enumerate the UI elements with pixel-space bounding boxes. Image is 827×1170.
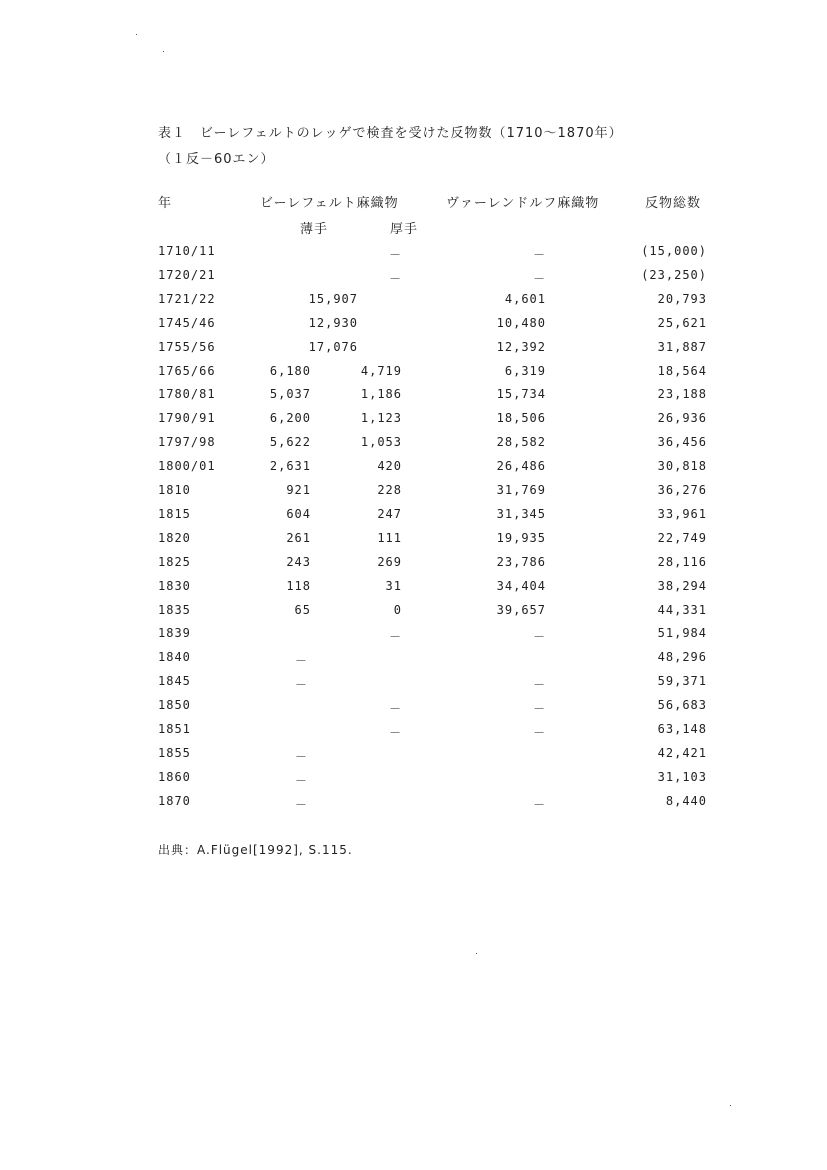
header-total: 反物総数 (645, 196, 702, 211)
thick-cell: 420 (377, 459, 402, 474)
warendorf-dash: － (533, 271, 546, 286)
total-cell: 18,564 (657, 363, 707, 378)
scan-speck (163, 51, 164, 52)
row-year: 1745/46 (158, 315, 216, 330)
thin-cell: 261 (286, 530, 311, 545)
thick-cell: 247 (377, 506, 402, 521)
row-year: 1835 (158, 602, 191, 617)
scan-speck (476, 953, 477, 954)
row-year: 1790/91 (158, 411, 216, 426)
total-cell: 31,103 (657, 769, 707, 784)
warendorf-cell: 28,582 (496, 435, 546, 450)
row-year: 1839 (158, 626, 191, 641)
thick-cell: 228 (377, 483, 402, 497)
row-year: 1825 (158, 554, 191, 569)
thick-cell: 0 (393, 602, 402, 617)
warendorf-cell: 15,734 (496, 387, 546, 402)
thin-dash: － (295, 797, 308, 812)
row-year: 1721/22 (158, 291, 216, 306)
total-cell: 56,683 (657, 698, 707, 713)
thick-cell: 111 (377, 530, 402, 545)
thick-cell: 31 (385, 578, 402, 593)
table-subtitle: （１反－60エン） (158, 152, 275, 167)
row-year: 1840 (158, 650, 191, 665)
total-cell: 33,961 (657, 506, 707, 521)
bielefeld-combined-cell: 12,930 (308, 315, 358, 330)
total-cell: (15,000) (641, 244, 707, 258)
total-cell: 20,793 (657, 291, 707, 306)
source-note: 出典：A.Flügel[1992], S.115. (158, 843, 353, 857)
warendorf-dash: － (533, 630, 546, 645)
warendorf-cell: 6,319 (504, 363, 546, 378)
warendorf-dash: － (533, 797, 546, 812)
row-year: 1815 (158, 506, 191, 521)
warendorf-cell: 18,506 (496, 411, 546, 426)
thin-dash: － (295, 773, 308, 788)
total-cell: 63,148 (657, 722, 707, 736)
warendorf-cell: 4,601 (504, 291, 546, 306)
total-cell: 23,188 (657, 387, 707, 402)
thin-dash: － (295, 678, 308, 693)
thin-cell: 6,180 (269, 363, 311, 378)
thick-cell: 269 (377, 554, 402, 569)
warendorf-cell: 31,769 (496, 483, 546, 497)
thick-cell: 4,719 (360, 363, 402, 378)
thick-cell: 1,123 (360, 411, 402, 426)
header-warendorf: ヴァーレンドルフ麻織物 (446, 196, 600, 211)
header-bielefeld: ビーレフェルト麻織物 (260, 196, 399, 211)
row-year: 1765/66 (158, 363, 216, 378)
warendorf-dash: － (533, 248, 546, 262)
bielefeld-combined-cell: 15,907 (308, 291, 358, 306)
total-cell: 48,296 (657, 650, 707, 665)
thin-cell: 6,200 (269, 411, 311, 426)
thin-cell: 5,037 (269, 387, 311, 402)
total-cell: 30,818 (657, 459, 707, 474)
row-year: 1860 (158, 769, 191, 784)
thin-cell: 65 (294, 602, 311, 617)
row-year: 1800/01 (158, 459, 216, 474)
total-cell: 31,887 (657, 339, 707, 354)
table-title: 表１ ビーレフェルトのレッゲで検査を受けた反物数（1710～1870年） (158, 126, 623, 141)
total-cell: 25,621 (657, 315, 707, 330)
scan-speck (136, 34, 137, 35)
scan-speck (730, 1105, 731, 1106)
row-year: 1820 (158, 530, 191, 545)
total-cell: 36,276 (657, 483, 707, 497)
total-cell: 36,456 (657, 435, 707, 450)
total-cell: (23,250) (641, 267, 707, 282)
thin-cell: 118 (286, 578, 311, 593)
thin-cell: 243 (286, 554, 311, 569)
row-year: 1850 (158, 698, 191, 713)
thick-dash: － (389, 248, 402, 262)
row-year: 1720/21 (158, 267, 216, 282)
thick-dash: － (389, 726, 402, 740)
thick-dash: － (389, 630, 402, 645)
warendorf-cell: 12,392 (496, 339, 546, 354)
warendorf-cell: 26,486 (496, 459, 546, 474)
thin-cell: 921 (286, 483, 311, 497)
header-thick: 厚手 (390, 222, 419, 237)
total-cell: 8,440 (665, 793, 707, 808)
row-year: 1780/81 (158, 387, 216, 402)
thick-dash: － (389, 702, 402, 717)
thin-cell: 5,622 (269, 435, 311, 450)
warendorf-dash: － (533, 726, 546, 740)
row-year: 1755/56 (158, 339, 216, 354)
total-cell: 26,936 (657, 411, 707, 426)
thin-dash: － (295, 749, 308, 764)
thin-cell: 2,631 (269, 459, 311, 474)
thin-cell: 604 (286, 506, 311, 521)
row-year: 1797/98 (158, 435, 216, 450)
warendorf-cell: 31,345 (496, 506, 546, 521)
row-year: 1845 (158, 674, 191, 689)
warendorf-cell: 10,480 (496, 315, 546, 330)
warendorf-cell: 39,657 (496, 602, 546, 617)
row-year: 1851 (158, 722, 191, 736)
total-cell: 42,421 (657, 745, 707, 760)
row-year: 1855 (158, 745, 191, 760)
warendorf-dash: － (533, 678, 546, 693)
thick-dash: － (389, 271, 402, 286)
row-year: 1870 (158, 793, 191, 808)
total-cell: 38,294 (657, 578, 707, 593)
total-cell: 59,371 (657, 674, 707, 689)
row-year: 1710/11 (158, 244, 216, 258)
bielefeld-combined-cell: 17,076 (308, 339, 358, 354)
total-cell: 44,331 (657, 602, 707, 617)
total-cell: 51,984 (657, 626, 707, 641)
total-cell: 22,749 (657, 530, 707, 545)
total-cell: 28,116 (657, 554, 707, 569)
thick-cell: 1,186 (360, 387, 402, 402)
warendorf-dash: － (533, 702, 546, 717)
thin-dash: － (295, 654, 308, 669)
header-year: 年 (158, 196, 173, 211)
row-year: 1830 (158, 578, 191, 593)
warendorf-cell: 23,786 (496, 554, 546, 569)
thick-cell: 1,053 (360, 435, 402, 450)
warendorf-cell: 34,404 (496, 578, 546, 593)
row-year: 1810 (158, 483, 191, 497)
warendorf-cell: 19,935 (496, 530, 546, 545)
header-thin: 薄手 (300, 222, 329, 237)
